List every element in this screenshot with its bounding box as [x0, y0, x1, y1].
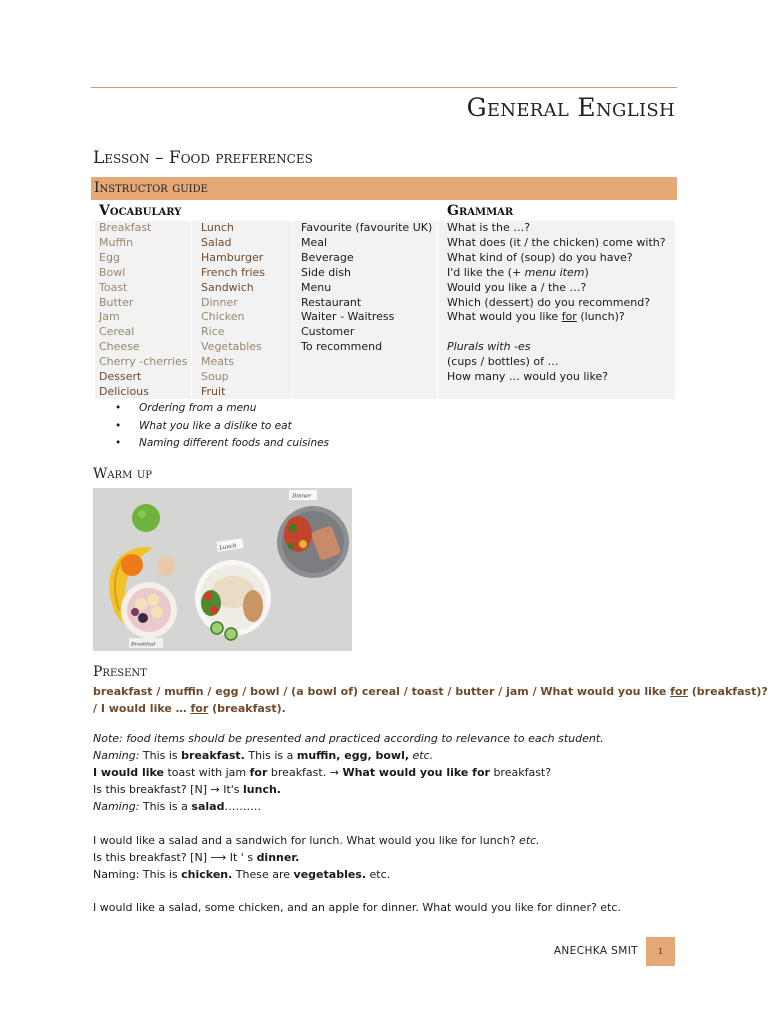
vocab-word: Sandwich — [201, 280, 254, 294]
lunch-practice-line — [93, 832, 540, 849]
present-text: (breakfast). — [208, 702, 286, 715]
grammar-text-underlined: for — [561, 310, 577, 324]
vocab-word: Bowl — [99, 265, 126, 279]
body-span: ………. — [224, 800, 261, 813]
vocab-word: Customer — [301, 325, 355, 339]
body-span: Is this breakfast? [N] → It's — [93, 783, 244, 796]
vocab-word: Favourite (favourite UK) — [301, 221, 433, 234]
vocab-word: Lunch — [201, 221, 234, 234]
bold-text: I would like — [93, 766, 164, 779]
vocab-word: Vegetables — [201, 340, 262, 354]
body-span: This is a — [244, 749, 297, 762]
naming-line — [93, 866, 390, 883]
breakfast-label: Breakfast — [131, 641, 156, 648]
body-span: This is a — [139, 800, 192, 813]
body-span: These are — [232, 868, 294, 881]
vocab-word: Waiter - Waitress — [301, 310, 395, 324]
vocab-word: Soup — [201, 370, 229, 384]
grammar-line — [447, 266, 675, 281]
label-text: Naming: — [93, 800, 140, 813]
lunch-label: Lunch — [218, 543, 237, 552]
grammar-text: What would you like — [447, 310, 562, 324]
question-line — [93, 781, 281, 798]
vocab-word: Meats — [201, 355, 235, 369]
vocab-word: To recommend — [301, 340, 383, 354]
vocab-word: Jam — [99, 310, 120, 324]
vocabulary-heading: Vocabulary — [99, 203, 182, 219]
vocab-word: French fries — [201, 265, 266, 279]
present-vocab-line-2 — [93, 700, 286, 717]
body-span: etc. — [366, 868, 391, 881]
bold-text: What would you like for — [342, 766, 490, 779]
present-text-underlined: for — [670, 685, 688, 698]
bold-text: muffin, egg, bowl, — [296, 749, 410, 762]
present-heading: Present — [93, 664, 147, 680]
italic-text: etc. — [519, 834, 540, 847]
teacher-note: Note: food items should be presented and practiced according to relevance to each student. — [93, 732, 604, 745]
document-title: General English — [466, 93, 675, 122]
grammar-text: I'd like the (+ — [447, 265, 525, 279]
vocab-word: Restaurant — [301, 295, 362, 309]
vocab-word: Delicious — [99, 384, 149, 398]
vocab-column-breakfast — [95, 221, 192, 399]
present-text: (breakfast)? — [687, 685, 768, 698]
italic-text: etc. — [409, 749, 434, 762]
vocab-word: Meal — [301, 235, 328, 249]
objective-item: • Naming different foods and cuisines — [115, 435, 329, 453]
vocab-word: Toast — [99, 280, 128, 294]
grammar-text-italic: menu item — [524, 265, 585, 279]
grammar-line: Would you like a / the …? — [447, 280, 587, 294]
bold-text: salad — [191, 800, 225, 813]
vocab-column-lunch-dinner — [192, 221, 293, 399]
vocab-word: Breakfast — [99, 221, 152, 234]
grammar-text: ) — [584, 265, 589, 279]
label-text: Naming: — [93, 749, 140, 762]
would-like-line — [93, 764, 551, 781]
vocab-word: Cherry -cherries — [99, 355, 188, 369]
vocab-word: Chicken — [201, 310, 245, 324]
dinner-practice-line: I would like a salad, some chicken, and an apple for dinner. What would you like for dinner? etc. — [93, 901, 621, 914]
body-span: Naming: This is — [93, 868, 182, 881]
grammar-line: (cups / bottles) of … — [447, 355, 559, 369]
body-span: breakfast. → — [267, 766, 343, 779]
vocab-word: Muffin — [99, 235, 134, 249]
present-text: breakfast / muffin / egg / bowl / (a bowl of) cereal / toast / butter / jam / What would you like — [93, 685, 671, 698]
bold-text: chicken. — [181, 868, 233, 881]
question-line — [93, 849, 299, 866]
vocab-word: Side dish — [301, 265, 352, 279]
vocabulary-table — [95, 221, 675, 399]
vocab-word: Menu — [301, 280, 332, 294]
vocab-word: Cheese — [99, 340, 140, 354]
grammar-heading: Grammar — [447, 203, 514, 219]
present-text-underlined: for — [190, 702, 209, 715]
grammar-line: What is the …? — [447, 221, 531, 234]
bold-text: dinner. — [256, 851, 300, 864]
grammar-line: How many … would you like? — [447, 370, 609, 384]
present-vocab-line-1 — [93, 683, 768, 700]
grammar-line: What does (it / the chicken) come with? — [447, 235, 666, 249]
footer-author: ANECHKA SMIT — [553, 945, 638, 957]
vocab-word: Fruit — [201, 384, 226, 398]
bold-text: vegetables. — [293, 868, 367, 881]
grammar-line — [447, 310, 675, 325]
bold-text: breakfast. — [181, 749, 245, 762]
grammar-line: Which (dessert) do you recommend? — [447, 295, 651, 309]
vocab-word: Dessert — [99, 370, 142, 384]
instructor-guide-bar: Instructor guide — [91, 177, 677, 200]
vocab-word: Hamburger — [201, 250, 264, 264]
grammar-spacer — [447, 325, 675, 340]
body-span: Is this breakfast? [N] ⟶ It ' s — [93, 851, 257, 864]
lesson-objectives-list — [115, 400, 329, 453]
grammar-text: (lunch)? — [576, 310, 625, 324]
vocab-column-general — [293, 221, 438, 399]
grammar-line: Plurals with -es — [447, 340, 531, 354]
vocab-word: Rice — [201, 325, 225, 339]
vocab-word: Butter — [99, 295, 134, 309]
objective-item: • Ordering from a menu — [115, 400, 329, 418]
food-meals-photo — [93, 488, 352, 651]
lesson-title: Lesson – Food preferences — [93, 148, 313, 168]
vocab-word: Beverage — [301, 250, 354, 264]
present-text: / I would like … — [93, 702, 191, 715]
dinner-label: Dinner — [292, 493, 312, 500]
body-span: This is — [139, 749, 182, 762]
bold-text: lunch. — [243, 783, 281, 796]
bold-text: for — [249, 766, 268, 779]
vocab-word: Cereal — [99, 325, 135, 339]
warm-up-heading: Warm up — [93, 466, 152, 482]
header-rule — [91, 87, 677, 88]
vocab-word: Egg — [99, 250, 120, 264]
body-span: breakfast? — [489, 766, 552, 779]
vocab-word: Salad — [201, 235, 232, 249]
naming-line — [93, 747, 433, 764]
naming-line — [93, 798, 261, 815]
body-span: toast with jam — [163, 766, 250, 779]
vocab-word: Dinner — [201, 295, 238, 309]
grammar-column — [438, 221, 675, 399]
objective-item: • What you like a dislike to eat — [115, 418, 329, 436]
grammar-line: What kind of (soup) do you have? — [447, 250, 633, 264]
page-number: 1 — [646, 937, 675, 966]
body-span: I would like a salad and a sandwich for lunch. What would you like for lunch? — [93, 834, 520, 847]
